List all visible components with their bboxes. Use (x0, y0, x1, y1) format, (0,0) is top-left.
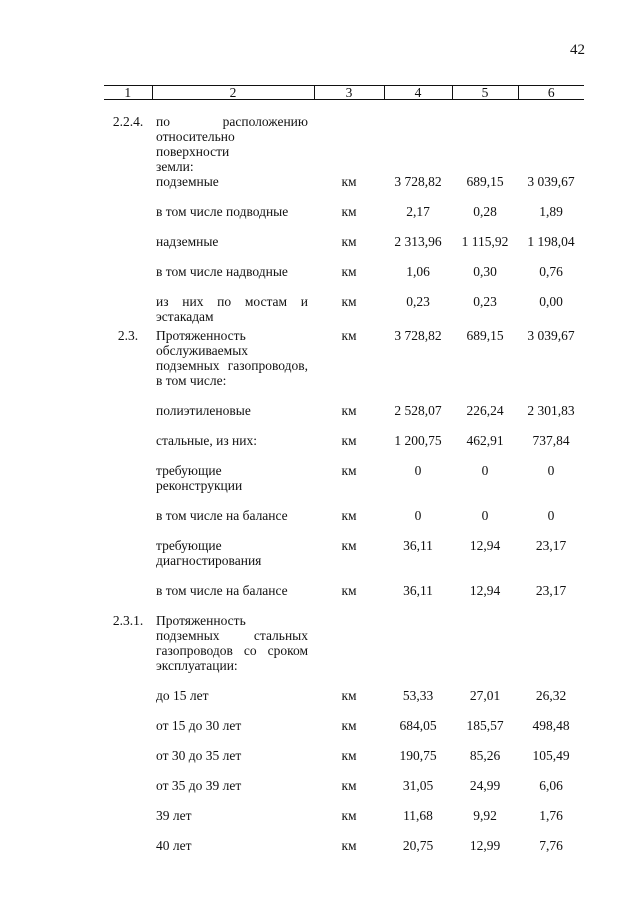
value-col6: 26,32 (535, 688, 567, 703)
table-row (104, 294, 584, 324)
row-gap (104, 763, 584, 778)
description-line: подземных газопроводов, (156, 358, 308, 373)
unit-cell: км (341, 204, 357, 219)
value-col4: 20,75 (402, 838, 434, 853)
row-description (152, 328, 314, 388)
description-line: требующие (156, 538, 222, 553)
row-index: 2.3.1. (112, 613, 144, 628)
table-row (104, 838, 584, 853)
table-row (104, 778, 584, 793)
row-description (152, 403, 314, 418)
row-index (104, 688, 152, 703)
row-gap (104, 219, 584, 234)
row-gap (104, 189, 584, 204)
value-col6: 105,49 (532, 748, 570, 763)
value-col5: 0 (481, 463, 489, 478)
value-col5: 0,28 (473, 204, 497, 219)
value-col5: 1 115,92 (461, 234, 509, 249)
unit-cell: км (341, 808, 357, 823)
table-row (104, 538, 584, 568)
column-header-5: 5 (452, 86, 518, 100)
unit-cell: км (341, 718, 357, 733)
value-col6: 6,06 (539, 778, 563, 793)
value-col5 (452, 613, 518, 673)
table-row (104, 808, 584, 823)
description-line: из них по мостам и (156, 294, 308, 309)
row-description (152, 463, 314, 493)
gap-cell (104, 598, 584, 613)
value-col4: 3 728,82 (394, 328, 442, 343)
value-col4: 1,06 (406, 264, 430, 279)
description-line: подземные (156, 174, 219, 189)
row-gap (104, 673, 584, 688)
row-index (104, 508, 152, 523)
row-description (152, 508, 314, 523)
description-line: газопроводов со сроком (156, 643, 308, 658)
column-header-6: 6 (518, 86, 584, 100)
gap-cell (104, 523, 584, 538)
gap-cell (104, 763, 584, 778)
row-description (152, 583, 314, 598)
gap-cell (104, 733, 584, 748)
value-col4: 0,23 (406, 294, 430, 309)
value-col4: 3 728,82 (394, 174, 442, 189)
row-index (104, 778, 152, 793)
table-row (104, 613, 584, 673)
row-description (152, 748, 314, 763)
description-line: в том числе: (156, 373, 227, 388)
value-col4: 0 (414, 508, 422, 523)
value-col6: 737,84 (532, 433, 570, 448)
value-col6: 0,00 (539, 294, 563, 309)
row-description (152, 114, 314, 174)
description-line: полиэтиленовые (156, 403, 251, 418)
row-index (104, 718, 152, 733)
row-index (104, 294, 152, 324)
value-col6: 3 039,67 (527, 174, 575, 189)
row-description (152, 718, 314, 733)
value-col6: 23,17 (535, 538, 567, 553)
unit-cell: км (341, 328, 357, 343)
row-description (152, 264, 314, 279)
row-index (104, 234, 152, 249)
value-col5: 0 (481, 508, 489, 523)
row-gap (104, 249, 584, 264)
value-col5: 12,94 (469, 583, 501, 598)
gap-cell (104, 388, 584, 403)
value-col4: 2 528,07 (394, 403, 442, 418)
description-line: диагностирования (156, 553, 262, 568)
gap-cell (104, 249, 584, 264)
description-line: в том числе на балансе (156, 583, 288, 598)
table-row (104, 748, 584, 763)
value-col5: 27,01 (469, 688, 501, 703)
unit-cell: км (341, 538, 357, 553)
row-index (104, 748, 152, 763)
description-line: от 35 до 39 лет (156, 778, 242, 793)
row-index (104, 838, 152, 853)
unit-cell: км (341, 688, 357, 703)
value-col6: 0 (547, 508, 555, 523)
table-row (104, 433, 584, 448)
value-col5: 462,91 (466, 433, 504, 448)
table-row (104, 583, 584, 598)
data-table (104, 85, 584, 853)
value-col5: 0,23 (473, 294, 497, 309)
value-col6 (518, 114, 584, 174)
row-gap (104, 823, 584, 838)
description-line: от 30 до 35 лет (156, 748, 242, 763)
gap-cell (104, 568, 584, 583)
unit-cell: км (341, 234, 357, 249)
description-line: Протяженность (156, 613, 246, 628)
row-index (104, 463, 152, 493)
table-row (104, 328, 584, 388)
unit-cell: км (341, 778, 357, 793)
value-col4: 2 313,96 (394, 234, 442, 249)
row-index (104, 174, 152, 189)
unit-cell: км (341, 433, 357, 448)
value-col6: 2 301,83 (527, 403, 575, 418)
value-col6: 7,76 (539, 838, 563, 853)
value-col6: 3 039,67 (527, 328, 575, 343)
description-line: по расположению (156, 114, 308, 129)
value-col4: 11,68 (403, 808, 433, 823)
gap-cell (104, 793, 584, 808)
unit-cell: км (341, 174, 357, 189)
unit-cell: км (341, 748, 357, 763)
row-description (152, 613, 314, 673)
value-col5: 0,30 (473, 264, 497, 279)
description-line: от 15 до 30 лет (156, 718, 242, 733)
value-col6: 1,76 (539, 808, 563, 823)
value-col6 (518, 613, 584, 673)
value-col4: 36,11 (403, 583, 433, 598)
description-line: в том числе подводные (156, 204, 289, 219)
row-index (104, 538, 152, 568)
table-row (104, 463, 584, 493)
unit-cell: км (341, 838, 357, 853)
value-col5: 689,15 (466, 174, 504, 189)
unit-cell: км (341, 403, 357, 418)
unit-cell: км (341, 583, 357, 598)
row-gap (104, 493, 584, 508)
description-line: эксплуатации: (156, 658, 238, 673)
value-col5: 85,26 (469, 748, 501, 763)
table-row (104, 114, 584, 174)
row-description (152, 838, 314, 853)
value-col4: 2,17 (406, 204, 430, 219)
description-line: в том числе надводные (156, 264, 288, 279)
value-col5: 12,99 (469, 838, 501, 853)
row-description (152, 433, 314, 448)
row-index (104, 583, 152, 598)
gap-cell (104, 189, 584, 204)
column-header-1: 1 (104, 86, 152, 100)
value-col4: 1 200,75 (394, 433, 442, 448)
row-gap (104, 418, 584, 433)
description-line: до 15 лет (156, 688, 209, 703)
value-col6: 23,17 (535, 583, 567, 598)
value-col5: 185,57 (466, 718, 504, 733)
row-gap (104, 733, 584, 748)
value-col4 (384, 613, 452, 673)
description-line: Протяженность (156, 328, 246, 343)
row-index: 2.2.4. (112, 114, 144, 129)
row-index: 2.3. (117, 328, 139, 343)
table-row (104, 174, 584, 189)
row-index (104, 808, 152, 823)
table-row (104, 718, 584, 733)
value-col5: 9,92 (473, 808, 497, 823)
unit-cell: км (341, 264, 357, 279)
spacer-cell (104, 100, 584, 115)
column-header-2: 2 (152, 86, 314, 100)
description-line: эстакадам (156, 309, 214, 324)
unit-cell: км (341, 294, 357, 309)
value-col5: 689,15 (466, 328, 504, 343)
table-row (104, 204, 584, 219)
value-col6: 1,89 (539, 204, 563, 219)
gap-cell (104, 219, 584, 234)
value-col6: 1 198,04 (527, 234, 575, 249)
description-line: требующие (156, 463, 222, 478)
row-index (104, 204, 152, 219)
row-index (104, 433, 152, 448)
unit-cell: км (341, 463, 357, 478)
row-description (152, 538, 314, 568)
row-gap (104, 598, 584, 613)
row-gap (104, 568, 584, 583)
row-description (152, 294, 314, 324)
row-gap (104, 388, 584, 403)
value-col4: 36,11 (403, 538, 433, 553)
header-spacer (104, 100, 584, 115)
gap-cell (104, 823, 584, 838)
description-line: реконструкции (156, 478, 243, 493)
page-number: 42 (570, 42, 585, 58)
row-index (104, 264, 152, 279)
row-description (152, 688, 314, 703)
row-description (152, 778, 314, 793)
value-col6: 0 (547, 463, 555, 478)
table-row (104, 234, 584, 249)
gap-cell (104, 493, 584, 508)
value-col5: 24,99 (469, 778, 501, 793)
value-col5: 12,94 (469, 538, 501, 553)
row-gap (104, 703, 584, 718)
row-gap (104, 793, 584, 808)
table-header (104, 86, 584, 100)
description-line: надземные (156, 234, 219, 249)
value-col6: 498,48 (532, 718, 570, 733)
value-col4: 684,05 (399, 718, 437, 733)
value-col4: 0 (414, 463, 422, 478)
row-description (152, 234, 314, 249)
table-row (104, 264, 584, 279)
table-row (104, 403, 584, 418)
row-description (152, 204, 314, 219)
description-line: стальные, из них: (156, 433, 257, 448)
row-description (152, 174, 314, 189)
description-line: относительно поверхности (156, 129, 235, 159)
description-line: 39 лет (156, 808, 192, 823)
unit-cell: км (341, 508, 357, 523)
description-line: обслуживаемых (156, 343, 249, 358)
description-line: земли: (156, 159, 194, 174)
row-gap (104, 523, 584, 538)
gap-cell (104, 448, 584, 463)
description-line: 40 лет (156, 838, 192, 853)
row-index (104, 403, 152, 418)
description-line: в том числе на балансе (156, 508, 288, 523)
value-col6: 0,76 (539, 264, 563, 279)
unit-cell (314, 114, 384, 174)
description-line: подземных стальных (156, 628, 308, 643)
gap-cell (104, 673, 584, 688)
gap-cell (104, 703, 584, 718)
column-header-3: 3 (314, 86, 384, 100)
row-gap (104, 279, 584, 294)
value-col4: 190,75 (399, 748, 437, 763)
table-row (104, 508, 584, 523)
gap-cell (104, 279, 584, 294)
unit-cell (314, 613, 384, 673)
table-row (104, 688, 584, 703)
column-header-4: 4 (384, 86, 452, 100)
row-description (152, 808, 314, 823)
gap-cell (104, 418, 584, 433)
value-col5 (452, 114, 518, 174)
value-col4: 53,33 (402, 688, 434, 703)
value-col4 (384, 114, 452, 174)
value-col4: 31,05 (402, 778, 434, 793)
value-col5: 226,24 (466, 403, 504, 418)
row-gap (104, 448, 584, 463)
table-body (104, 100, 584, 854)
